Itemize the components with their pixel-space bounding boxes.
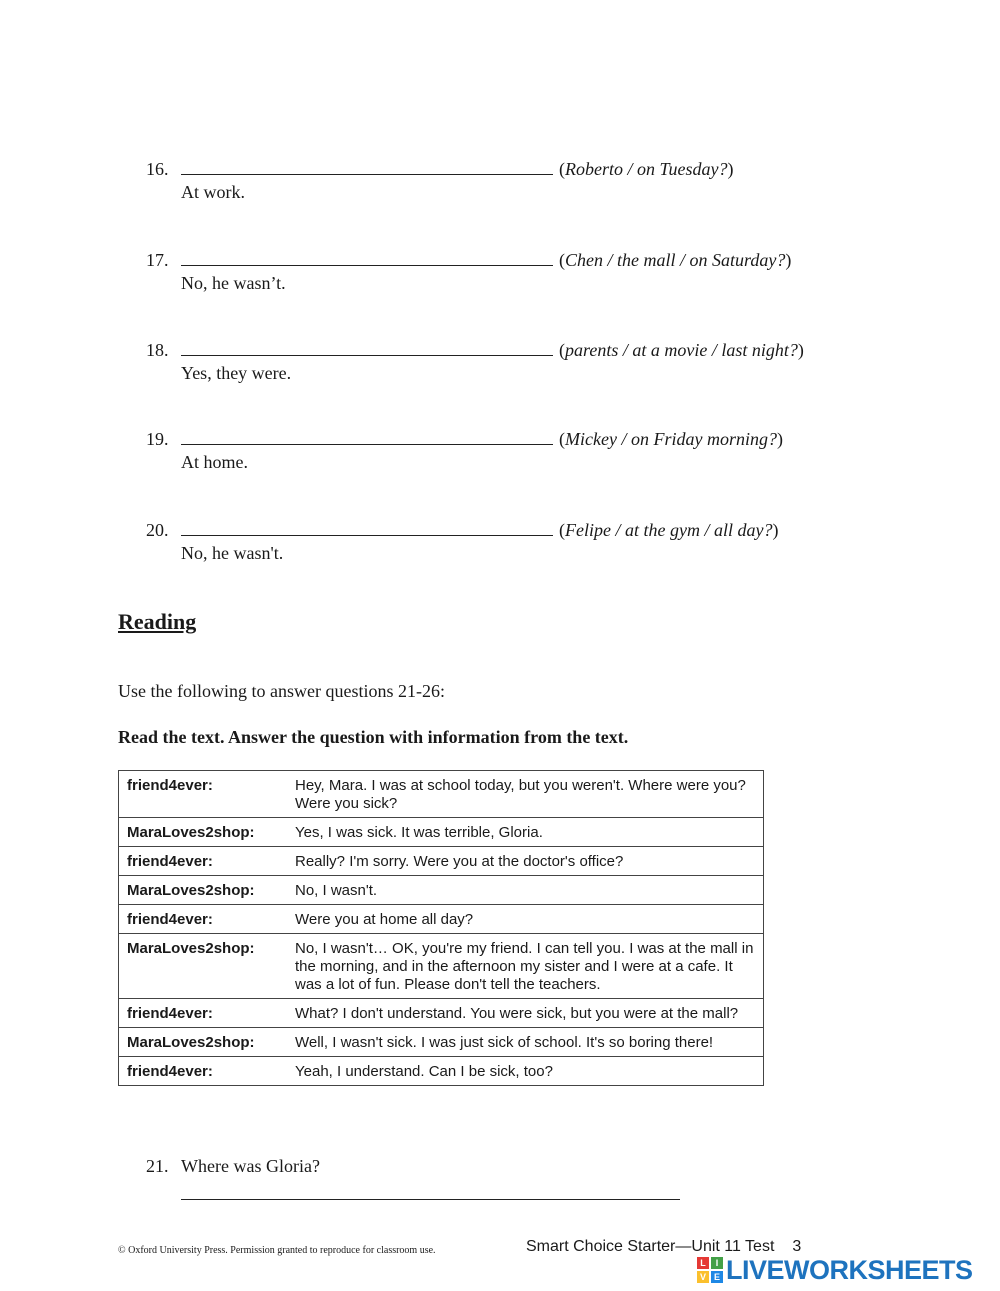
logo-text: LIVEWORKSHEETS <box>726 1254 973 1285</box>
chat-row <box>119 771 764 818</box>
chat-message: Yeah, I understand. Can I be sick, too? <box>287 1057 764 1086</box>
question-19: 19. (Mickey / on Friday morning?) At home. <box>146 429 783 472</box>
copyright-notice: © Oxford University Press. Permission granted to reproduce for classroom use. <box>118 1245 436 1256</box>
chat-user: friend4ever: <box>119 999 288 1028</box>
question-20: 20. (Felipe / at the gym / all day?) No, he wasn't. <box>146 520 779 563</box>
book-title: Smart Choice Starter—Unit 11 Test <box>526 1238 775 1255</box>
question-answer: No, he wasn’t. <box>181 273 286 293</box>
chat-user: friend4ever: <box>119 905 288 934</box>
reading-instruction: Use the following to answer questions 21-26: <box>118 681 445 701</box>
question-17: 17. (Chen / the mall / on Saturday?) No, he wasn’t. <box>146 250 792 293</box>
chat-message: What? I don't understand. You were sick, but you were at the mall? <box>287 999 764 1028</box>
chat-row <box>119 999 764 1028</box>
question-number: 20. <box>146 520 169 540</box>
logo-block: I <box>711 1257 723 1269</box>
question-text: Where was Gloria? <box>181 1156 320 1176</box>
liveworksheets-logo <box>697 1256 973 1284</box>
answer-blank[interactable] <box>181 428 553 445</box>
chat-user: MaraLoves2shop: <box>119 934 288 999</box>
chat-message: Were you at home all day? <box>287 905 764 934</box>
question-hint: Roberto / on Tuesday? <box>565 159 728 179</box>
question-number: 18. <box>146 340 169 360</box>
chat-row <box>119 847 764 876</box>
question-answer: Yes, they were. <box>181 363 292 383</box>
reading-heading: Reading <box>118 609 197 634</box>
page-number: 3 <box>792 1238 802 1255</box>
chat-user: friend4ever: <box>119 771 288 818</box>
chat-message: Yes, I was sick. It was terrible, Gloria. <box>287 818 764 847</box>
chat-message: Really? I'm sorry. Were you at the doctor's office? <box>287 847 764 876</box>
chat-user: friend4ever: <box>119 847 288 876</box>
chat-message: Hey, Mara. I was at school today, but you weren't. Where were you? Were you sick? <box>287 771 764 818</box>
question-number: 19. <box>146 429 169 449</box>
chat-user: MaraLoves2shop: <box>119 1028 288 1057</box>
answer-blank[interactable] <box>181 158 553 175</box>
question-21 <box>146 1156 320 1177</box>
chat-message: No, I wasn't… OK, you're my friend. I can tell you. I was at the mall in the morning, and in the afternoon my sister and I were at a cafe. It was a lot of fun. Please don't tell the teachers. <box>287 934 764 999</box>
chat-row <box>119 818 764 847</box>
answer-blank[interactable] <box>181 249 553 266</box>
chat-table <box>118 770 764 1086</box>
answer-blank[interactable] <box>181 519 553 536</box>
chat-user: MaraLoves2shop: <box>119 876 288 905</box>
question-answer: At work. <box>181 182 245 202</box>
logo-block: E <box>711 1271 723 1283</box>
chat-row <box>119 1028 764 1057</box>
chat-row <box>119 934 764 999</box>
question-hint: Chen / the mall / on Saturday? <box>565 250 786 270</box>
logo-block: V <box>697 1271 709 1283</box>
logo-blocks-icon <box>697 1257 723 1283</box>
chat-message: No, I wasn't. <box>287 876 764 905</box>
chat-message: Well, I wasn't sick. I was just sick of school. It's so boring there! <box>287 1028 764 1057</box>
question-16: 16. (Roberto / on Tuesday?) At work. <box>146 159 734 202</box>
question-number: 17. <box>146 250 169 270</box>
reading-task: Read the text. Answer the question with information from the text. <box>118 727 629 747</box>
question-hint: Mickey / on Friday morning? <box>565 429 777 449</box>
page-footer <box>526 1238 801 1256</box>
chat-user: friend4ever: <box>119 1057 288 1086</box>
answer-blank[interactable] <box>181 339 553 356</box>
question-answer: No, he wasn't. <box>181 543 284 563</box>
logo-block: L <box>697 1257 709 1269</box>
question-number: 21. <box>146 1156 169 1176</box>
chat-row <box>119 905 764 934</box>
question-hint: parents / at a movie / last night? <box>565 340 798 360</box>
question-answer: At home. <box>181 452 248 472</box>
question-18: 18. (parents / at a movie / last night?) Yes, they were. <box>146 340 804 383</box>
answer-blank[interactable] <box>181 1199 680 1200</box>
chat-user: MaraLoves2shop: <box>119 818 288 847</box>
chat-row <box>119 876 764 905</box>
question-hint: Felipe / at the gym / all day? <box>565 520 773 540</box>
chat-row <box>119 1057 764 1086</box>
question-number: 16. <box>146 159 169 179</box>
